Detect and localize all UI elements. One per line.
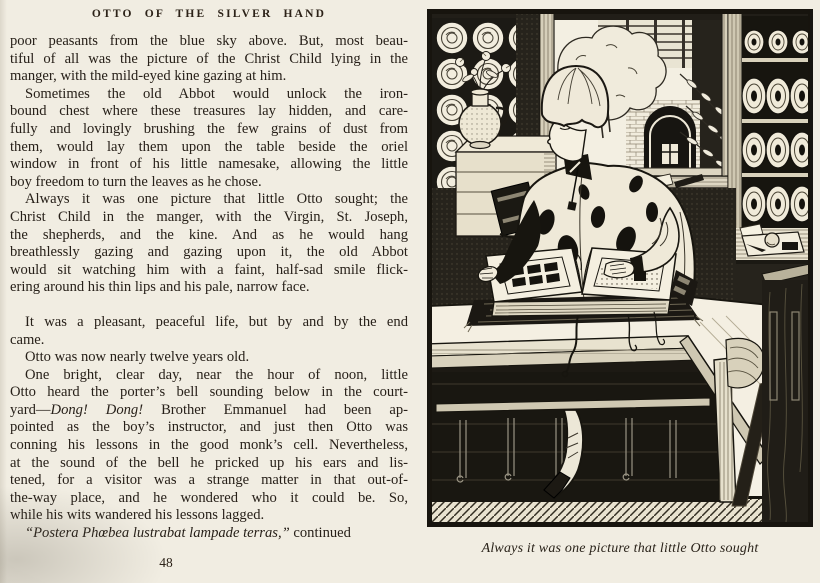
text-line: Otto heard the porter’s bell sounding below in the court- xyxy=(10,384,408,401)
text-line: at the sound of the bell he pricked up his ears and lis- xyxy=(10,454,408,471)
under-table xyxy=(430,368,730,502)
paragraph xyxy=(10,33,408,86)
text-line: boy freedom to turn the leaves as he chose. xyxy=(10,173,262,190)
text-line: manger, with the mild-eyed kine gazing at him. xyxy=(10,68,287,85)
text-line: conning his lessons in the good monk’s cell. Nevertheless, xyxy=(10,437,408,454)
left-page xyxy=(10,7,408,543)
text-line: the-way place, and he wondered who it could be. So, xyxy=(10,489,408,506)
text-line: fully and lovingly brushing the few grains of dust from xyxy=(10,120,408,137)
text-line: them, would lay them upon the table beside the oriel xyxy=(10,138,408,155)
text-segment: yard— xyxy=(10,401,51,418)
text-line xyxy=(10,402,408,420)
illustration-caption: Always it was one picture that little Otto sought xyxy=(481,541,759,556)
italic-text: Dong! Dong! xyxy=(50,401,144,418)
text-line: Christ Child in the manger, with the Virgin, St. Joseph, xyxy=(10,208,408,225)
body-text xyxy=(10,33,408,543)
paragraph xyxy=(10,314,408,349)
text-line: while his wits wandered his lessons lagged. xyxy=(10,507,265,524)
italic-text: “Postera Phœbea lustrabat lampade terras,” xyxy=(25,525,290,542)
paragraph xyxy=(10,86,408,192)
running-head: OTTO OF THE SILVER HAND xyxy=(91,8,327,20)
book-illustration xyxy=(430,12,810,524)
text-line: tiful of all was the picture of the Christ Child lying in the xyxy=(10,50,408,67)
text-line: Sometimes the old Abbot would unlock the iron- xyxy=(25,85,408,102)
book-illustration-frame xyxy=(427,9,813,527)
pendant xyxy=(567,201,576,210)
text-line: tened, for a visitor was a strange matter in that out-of- xyxy=(10,472,408,489)
text-line: Always it was one picture that little Otto sought; the xyxy=(25,191,408,208)
paragraph xyxy=(10,349,408,367)
right-hand xyxy=(604,261,634,278)
text-line: ering around his thin lips and his pale, narrow face. xyxy=(10,279,310,296)
page-number: 48 xyxy=(159,555,173,570)
text-line: Otto was now nearly twelve years old. xyxy=(25,349,250,366)
paragraph xyxy=(10,367,408,525)
right-desk xyxy=(762,264,810,524)
text-line: bound chest where these treasures lay hidden, and care- xyxy=(10,103,408,120)
text-line: One bright, clear day, near the hour of noon, little xyxy=(25,366,408,383)
text-line: It was a pleasant, peaceful life, but by and by the end xyxy=(25,313,408,330)
text-segment: continued xyxy=(289,525,351,542)
paragraph xyxy=(10,525,408,543)
text-line: poor peasants from the blue sky above. But, most beau- xyxy=(10,33,408,49)
text-line: would sit watching him with a faint, half-sad smile flick- xyxy=(10,261,408,278)
text-line xyxy=(10,525,408,543)
ink-pad xyxy=(782,242,798,250)
text-line: came. xyxy=(10,331,45,348)
text-line: breathlessly gazing and gazing upon it, the old Abbot xyxy=(10,244,408,261)
text-line: pointed as the boy’s instructor, and just then Otto was xyxy=(10,419,408,436)
paragraph xyxy=(10,191,408,297)
text-segment: Brother Emmanuel had been ap- xyxy=(143,401,409,418)
text-line: window in front of his little namesake, allowing the little xyxy=(10,156,408,173)
text-line: the shepherds, and the kine. And as he would hang xyxy=(10,226,408,243)
